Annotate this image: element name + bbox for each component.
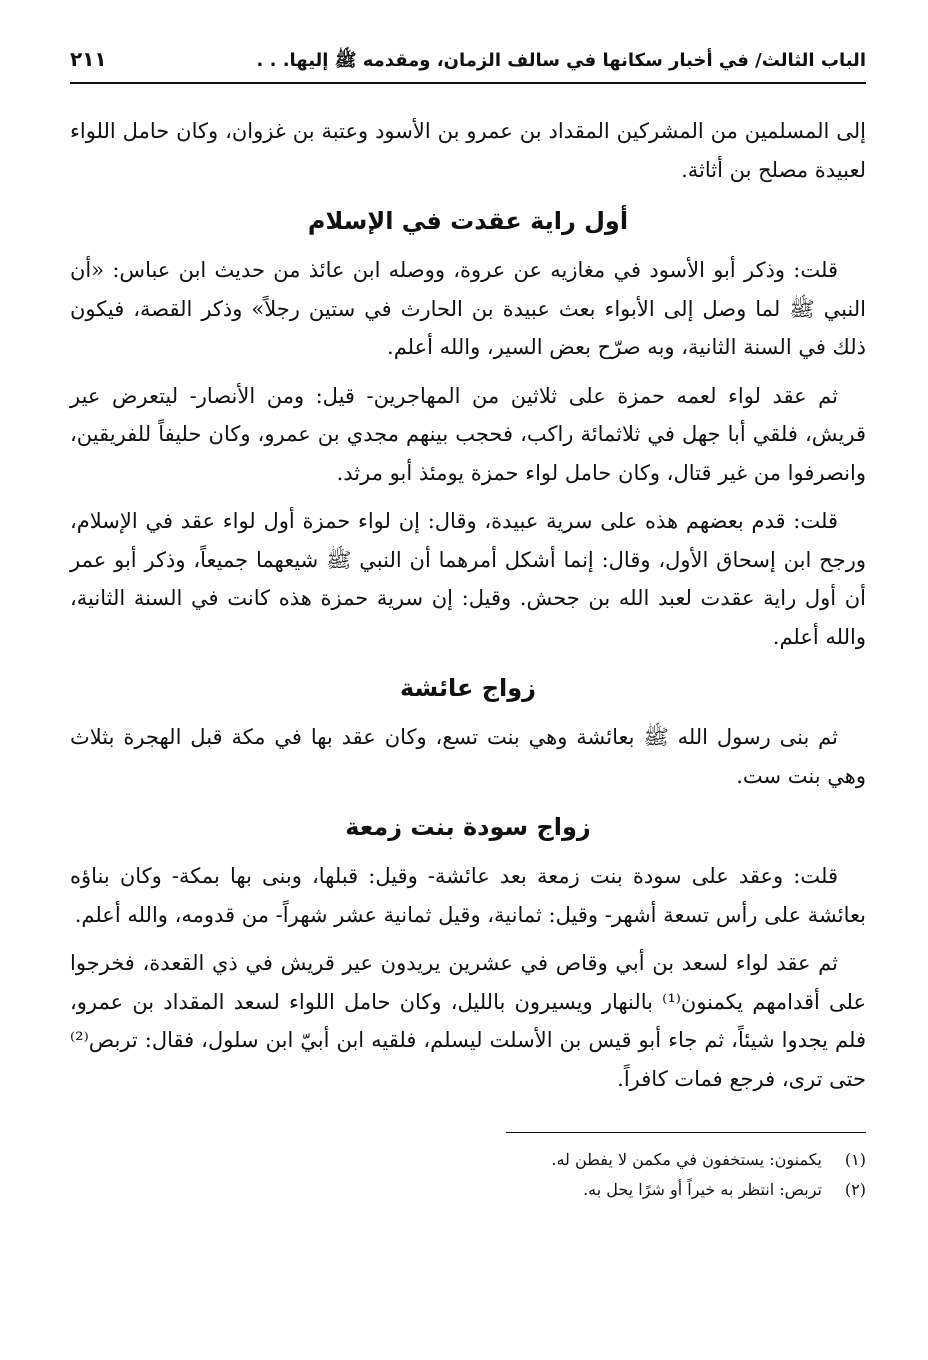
footnote-number: (٢) <box>844 1180 866 1199</box>
running-header <box>70 44 866 84</box>
footnote-divider <box>506 1132 866 1133</box>
chapter-title: الباب الثالث/ في أخبار سكانها في سالف الزمان، ومقدمه ﷺ إليها. . . <box>256 50 866 71</box>
section-heading: أول راية عقدت في الإسلام <box>307 207 629 235</box>
footnote-text: يكمنون: يستخفون في مكمن لا يفطن له. <box>551 1150 822 1169</box>
paragraph: ثم بنى رسول الله ﷺ بعائشة وهي بنت تسع، وكان عقد بها في مكة قبل الهجرة بثلاث وهي بنت ست. <box>70 725 866 788</box>
footnote-text: تربص: انتظر به خيراً أو شرًا يحل به. <box>583 1180 822 1199</box>
paragraph: قلت: وذكر أبو الأسود في مغازيه عن عروة، ووصله ابن عائذ من حديث ابن عباس: «أن النبي ﷺ لما وصل إلى الأبواء بعث عبيدة بن الحارث في ستين رجلاً» وذكر القصة، فيكون ذلك في السنة الثانية، وبه صرّح بعض السير، والله أعلم. <box>70 258 866 359</box>
paragraph: قلت: وعقد على سودة بنت زمعة بعد عائشة- وقيل: قبلها، وبنى بها بمكة- وكان بناؤه بعائشة على رأس تسعة أشهر- وقيل: ثمانية، وقيل ثمانية عشر شهراً- من قدومه، والله أعلم. <box>70 864 866 927</box>
footnote <box>70 1145 866 1175</box>
main-text <box>70 112 866 1098</box>
footnote <box>70 1175 866 1205</box>
paragraph: إلى المسلمين من المشركين المقداد بن عمرو بن الأسود وعتبة بن غزوان، وكان حامل اللواء لعبيدة مصلح بن أثاثة. <box>70 119 866 182</box>
book-page <box>70 44 866 1205</box>
section-heading: زواج عائشة <box>399 674 536 702</box>
section-heading: زواج سودة بنت زمعة <box>345 813 591 841</box>
paragraph: ثم عقد لواء لسعد بن أبي وقاص في عشرين يريدون عير قريش في ذي القعدة، فخرجوا على أقدامهم يكمنون⁽¹⁾ بالنهار ويسيرون بالليل، وكان حامل اللواء لسعد المقداد بن عمرو، فلم يجدوا شيئاً، ثم جاء أبو قيس بن الأسلت ليسلم، فلقيه ابن أبيّ ابن سلول، فقال: تربص⁽²⁾ حتى ترى، فرجع فمات كافراً. <box>70 951 866 1091</box>
paragraph: قلت: قدم بعضهم هذه على سرية عبيدة، وقال: إن لواء حمزة أول لواء عقد في الإسلام، ورجح ابن إسحاق الأول، وقال: إنما أشكل أمرهما أن النبي ﷺ شيعهما جميعاً، وذكر أبو عمر أن أول راية عقدت لعبد الله بن جحش. وقيل: إن سرية حمزة هذه كانت في السنة الثانية، والله أعلم. <box>70 509 866 649</box>
footnote-number: (١) <box>844 1150 866 1169</box>
paragraph: ثم عقد لواء لعمه حمزة على ثلاثين من المهاجرين- قيل: ومن الأنصار- ليتعرض عير قريش، فلقي أبا جهل في ثلاثمائة راكب، فحجب بينهم مجدي بن عمرو، وكان حليفاً للفريقين، وانصرفوا من غير قتال، وكان حامل لواء حمزة يومئذ أبو مرثد. <box>70 383 866 485</box>
page-number: ٢١١ <box>70 47 107 71</box>
footnotes <box>70 1145 866 1205</box>
